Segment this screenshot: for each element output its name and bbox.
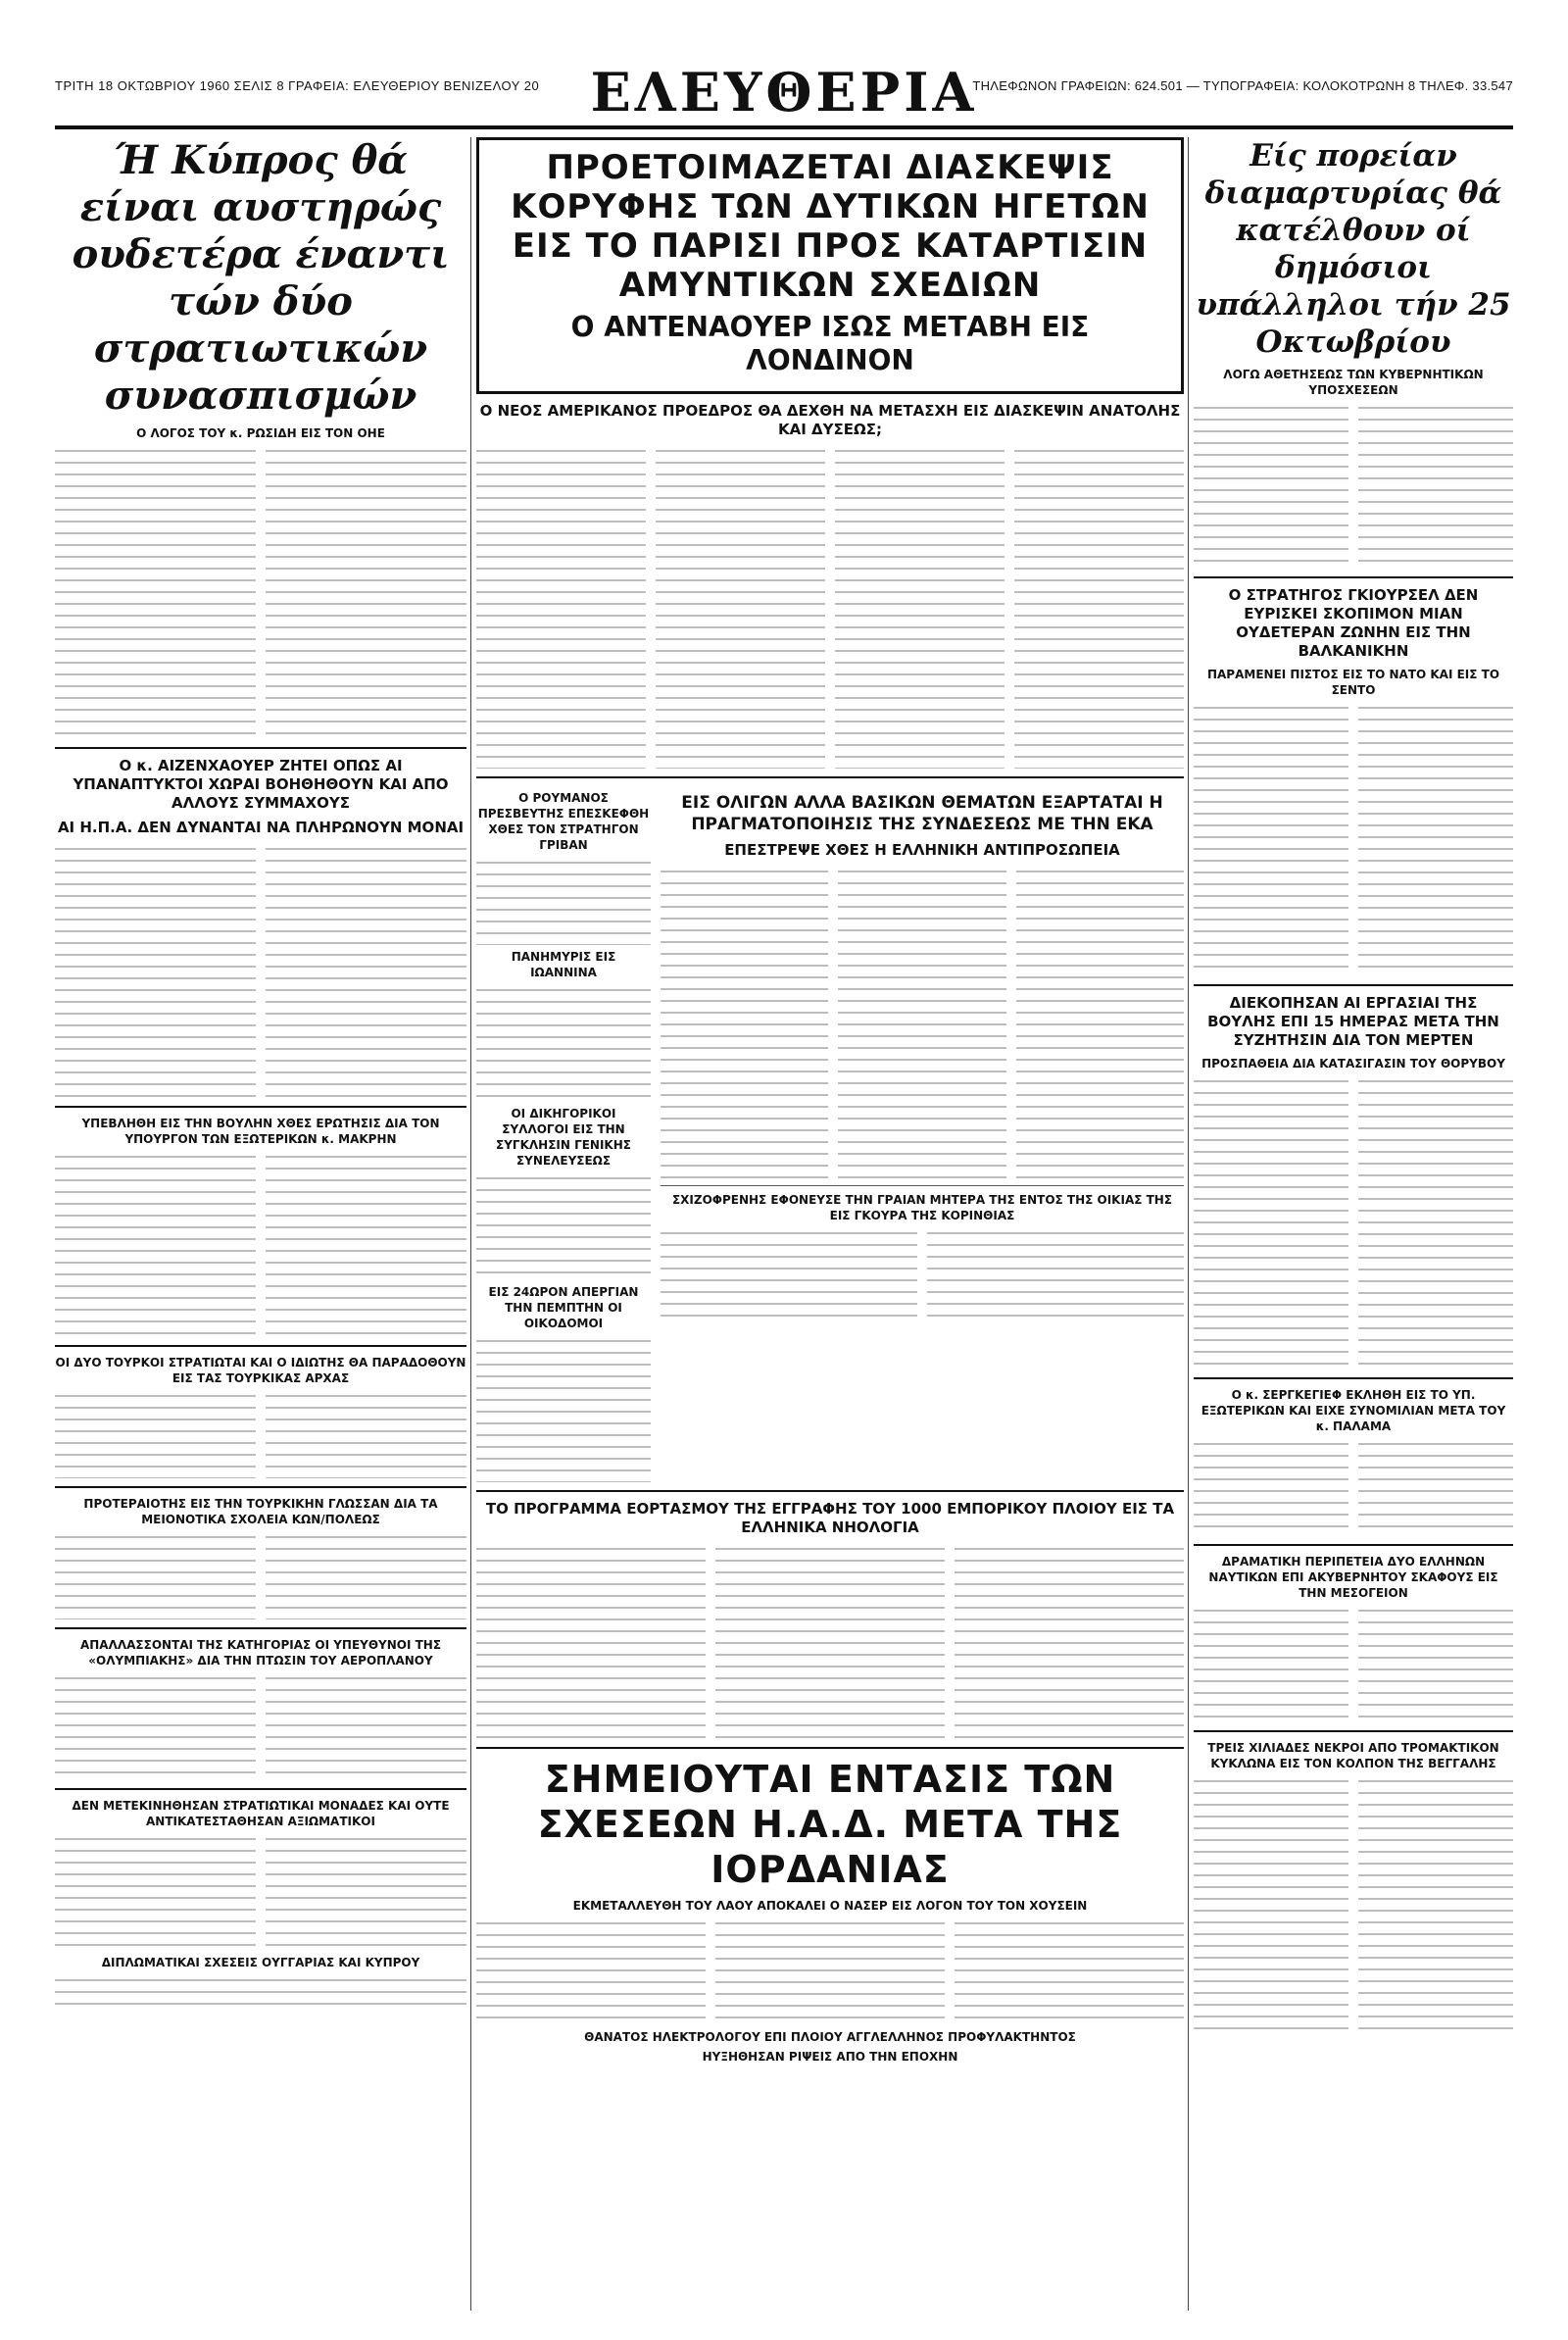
- article-body: [1358, 402, 1513, 569]
- column-divider: [1188, 137, 1189, 2311]
- article-body: [55, 1672, 256, 1780]
- subhead-new-president: Ο ΝΕΟΣ ΑΜΕΡΙΚΑΝΟΣ ΠΡΟΕΔΡΟΣ ΘΑ ΔΕΧΘΗ ΝΑ ΜΕΤΑΣΧΗ ΕΙΣ ΔΙΑΣΚΕΨΙΝ ΑΝΑΤΟΛΗΣ ΚΑΙ ΔΥΣΕΩΣ;: [479, 402, 1181, 438]
- article-body: [55, 1390, 256, 1478]
- article-body: [266, 843, 466, 1098]
- article-body: [476, 857, 651, 945]
- newspaper-header: [55, 14, 1513, 122]
- header-dateline: ΤΡΙΤΗ 18 ΟΚΤΩΒΡΙΟΥ 1960 ΣΕΛΙΣ 8 ΓΡΑΦΕΙΑ: ΕΛΕΥΘΕΡΙΟΥ ΒΕΝΙΖΕΛΟΥ 20: [55, 78, 540, 93]
- article-body: [1358, 702, 1513, 976]
- headline-sailors: ΔΡΑΜΑΤΙΚΗ ΠΕΡΙΠΕΤΕΙΑ ΔΥΟ ΕΛΛΗΝΩΝ ΝΑΥΤΙΚΩΝ ΕΠΙ ΑΚΥΒΕΡΝΗΤΟΥ ΣΚΑΦΟΥΣ ΕΙΣ ΤΗΝ ΜΕΣΟΓΕΙΟΝ: [1208, 1555, 1498, 1600]
- subhead-nato-cento: ΠΑΡΑΜΕΝΕΙ ΠΙΣΤΟΣ ΕΙΣ ΤΟ ΝΑΤΟ ΚΑΙ ΕΙΣ ΤΟ ΣΕΝΤΟ: [1206, 668, 1500, 697]
- article-body: [1358, 1075, 1513, 1369]
- article-body: [1194, 1775, 1348, 2030]
- article-body: [838, 866, 1005, 1179]
- headline-turkish-language: ΠΡΟΤΕΡΑΙΟΤΗΣ ΕΙΣ ΤΗΝ ΤΟΥΡΚΙΚΗΝ ΓΛΩΣΣΑΝ ΔΙΑ ΤΑ ΜΕΙΟΝΟΤΙΚΑ ΣΧΟΛΕΙΑ ΚΩΝ/ΠΟΛΕΩΣ: [83, 1497, 438, 1526]
- masthead-title: ΕΛΕΥΘΕΡΙΑ: [590, 61, 978, 124]
- headline-summit: ΠΡΟΕΤΟΙΜΑΖΕΤΑΙ ΔΙΑΣΚΕΨΙΣ ΚΟΡΥΦΗΣ ΤΩΝ ΔΥΤΙΚΩΝ ΗΓΕΤΩΝ ΕΙΣ ΤΟ ΠΑΡΙΣΙ ΠΡΟΣ ΚΑΤΑΡΤΙΣΙΝ ΑΜΥΝΤΙΚΩΝ ΣΧΕΔΙΩΝ: [511, 148, 1150, 305]
- article-body: [476, 1172, 651, 1280]
- article-body: [266, 1833, 466, 1951]
- headline-lawyers: ΟΙ ΔΙΚΗΓΟΡΙΚΟΙ ΣΥΛΛΟΓΟΙ ΕΙΣ ΤΗΝ ΣΥΓΚΛΗΣΙΝ ΓΕΝΙΚΗΣ ΣΥΝΕΛΕΥΣΕΩΣ: [496, 1107, 631, 1168]
- article-body: [661, 1227, 917, 1325]
- article-body: [476, 1917, 706, 2025]
- headline-military-units: ΔΕΝ ΜΕΤΕΚΙΝΗΘΗΣΑΝ ΣΤΡΑΤΙΩΤΙΚΑΙ ΜΟΝΑΔΕΣ ΚΑΙ ΟΥΤΕ ΑΝΤΙΚΑΤΕΣΤΑΘΗΣΑΝ ΑΞΙΩΜΑΤΙΚΟΙ: [72, 1799, 450, 1828]
- headline-schizophrenic: ΣΧΙΖΟΦΡΕΝΗΣ ΕΦΟΝΕΥΣΕ ΤΗΝ ΓΡΑΙΑΝ ΜΗΤΕΡΑ ΤΗΣ ΕΝΤΟΣ ΤΗΣ ΟΙΚΙΑΣ ΤΗΣ ΕΙΣ ΓΚΟΥΡΑ ΤΗΣ ΚΟΡΙΝΘΙΑΣ: [671, 1193, 1173, 1222]
- headline-turkish-soldiers: ΟΙ ΔΥΟ ΤΟΥΡΚΟΙ ΣΤΡΑΤΙΩΤΑΙ ΚΑΙ Ο ΙΔΙΩΤΗΣ ΘΑ ΠΑΡΑΔΟΘΟΥΝ ΕΙΣ ΤΑΣ ΤΟΥΡΚΙΚΑΣ ΑΡΧΑΣ: [55, 1356, 466, 1385]
- subhead-rossidis: Ο ΛΟΓΟΣ ΤΟΥ κ. ΡΩΣΙΔΗ ΕΙΣ ΤΟΝ ΟΗΕ: [136, 426, 385, 440]
- article-body: [476, 1335, 651, 1482]
- column-left: [55, 137, 466, 2311]
- article-body: [55, 445, 256, 739]
- article-body: [476, 445, 646, 769]
- subhead-nasser: ΕΚΜΕΤΑΛΛΕΥΘΗ ΤΟΥ ΛΑΟΥ ΑΠΟΚΑΛΕΙ Ο ΝΑΣΕΡ ΕΙΣ ΛΟΓΟΝ ΤΟΥ ΤΟΝ ΧΟΥΣΕΙΝ: [572, 1899, 1088, 1913]
- article-body: [661, 866, 828, 1179]
- article-body: [835, 445, 1004, 769]
- headline-parliament-suspended: ΔΙΕΚΟΠΗΣΑΝ ΑΙ ΕΡΓΑΣΙΑΙ ΤΗΣ ΒΟΥΛΗΣ ΕΠΙ 15 ΗΜΕΡΑΣ ΜΕΤΑ ΤΗΝ ΣΥΖΗΤΗΣΙΝ ΔΙΑ ΤΟΝ ΜΕΡΤΕΝ: [1207, 994, 1499, 1049]
- headline-sergeyev: Ο κ. ΣΕΡΓΚΕΓΙΕΦ ΕΚΛΗΘΗ ΕΙΣ ΤΟ ΥΠ. ΕΞΩΤΕΡΙΚΩΝ ΚΑΙ ΕΙΧΕ ΣΥΝΟΜΙΛΙΑΝ ΜΕΤΑ ΤΟΥ κ. ΠΑΛΑΜΑ: [1200, 1388, 1506, 1433]
- article-body: [1014, 445, 1184, 769]
- article-body: [476, 1543, 706, 1739]
- article-body: [55, 1833, 256, 1951]
- article-body: [476, 984, 651, 1102]
- headline-misc: ΗΥΞΗΘΗΣΑΝ ΡΙΨΕΙΣ ΑΠΟ ΤΗΝ ΕΠΟΧΗΝ: [702, 2050, 958, 2064]
- headline-gursel: Ο ΣΤΡΑΤΗΓΟΣ ΓΚΙΟΥΡΣΕΛ ΔΕΝ ΕΥΡΙΣΚΕΙ ΣΚΟΠΙΜΟΝ ΜΙΑΝ ΟΥΔΕΤΕΡΑΝ ΖΩΝΗΝ ΕΙΣ ΤΗΝ ΒΑΛΚΑΝΙΚΗΝ: [1228, 586, 1479, 660]
- headline-ioannina: ΠΑΝΗΜΥΡΙΣ ΕΙΣ ΙΩΑΝΝΙΝΑ: [511, 950, 616, 979]
- article-body: [1016, 866, 1184, 1179]
- headline-olympic: ΑΠΑΛΛΑΣΣΟΝΤΑΙ ΤΗΣ ΚΑΤΗΓΟΡΙΑΣ ΟΙ ΥΠΕΥΘΥΝΟΙ ΤΗΣ «ΟΛΥΜΠΙΑΚΗΣ» ΔΙΑ ΤΗΝ ΠΤΩΣΙΝ ΤΟΥ ΑΕΡΟΠΛΑΝΟΥ: [79, 1638, 442, 1668]
- headline-question-makris: ΥΠΕΒΛΗΘΗ ΕΙΣ ΤΗΝ ΒΟΥΛΗΝ ΧΘΕΣ ΕΡΩΤΗΣΙΣ ΔΙΑ ΤΟΝ ΥΠΟΥΡΓΟΝ ΤΩΝ ΕΞΩΤΕΡΙΚΩΝ κ. ΜΑΚΡΗΝ: [81, 1117, 440, 1146]
- article-body: [266, 1151, 466, 1337]
- article-body: [1358, 1605, 1513, 1722]
- article-body: [55, 843, 256, 1098]
- article-body: [266, 1672, 466, 1780]
- article-body: [1358, 1775, 1513, 2030]
- headline-cyclone: ΤΡΕΙΣ ΧΙΛΙΑΔΕΣ ΝΕΚΡΟΙ ΑΠΟ ΤΡΟΜΑΚΤΙΚΟΝ ΚΥΚΛΩΝΑ ΕΙΣ ΤΟΝ ΚΟΛΠΟΝ ΤΗΣ ΒΕΓΓΑΛΗΣ: [1207, 1741, 1499, 1770]
- subhead-adenauer: Ο ΑΝΤΕΝΑΟΥΕΡ ΙΣΩΣ ΜΕΤΑΒΗ ΕΙΣ ΛΟΝΔΙΝΟΝ: [570, 311, 1090, 376]
- column-center: [476, 137, 1184, 2311]
- article-body: [1194, 1605, 1348, 1722]
- article-body: [266, 1531, 466, 1619]
- subhead-delegation-return: ΕΠΕΣΤΡΕΨΕ ΧΘΕΣ Η ΕΛΛΗΝΙΚΗ ΑΝΤΙΠΡΟΣΩΠΕΙΑ: [724, 841, 1120, 859]
- article-body: [266, 1390, 466, 1478]
- subhead-government-promises: ΛΟΓΩ ΑΘΕΤΗΣΕΩΣ ΤΩΝ ΚΥΒΕΡΝΗΤΙΚΩΝ ΥΠΟΣΧΕΣΕΩΝ: [1223, 368, 1484, 397]
- headline-cyprus: Ή Κύπρος θά είναι αυστηρώς ουδετέρα έναντι τών δύο στρατιωτικών συνασπισμών: [72, 137, 450, 419]
- article-body: [955, 1917, 1184, 2025]
- article-body: [955, 1543, 1184, 1739]
- article-body: [1358, 1438, 1513, 1536]
- headline-1000th-ship: ΤΟ ΠΡΟΓΡΑΜΜΑ ΕΟΡΤΑΣΜΟΥ ΤΗΣ ΕΓΓΡΑΦΗΣ ΤΟΥ 1000 ΕΜΠΟΡΙΚΟΥ ΠΛΟΙΟΥ ΕΙΣ ΤΑ ΕΛΛΗΝΙΚΑ ΝΗΟΛΟΓΙΑ: [485, 1500, 1175, 1536]
- article-body: [656, 445, 825, 769]
- article-body: [266, 445, 466, 739]
- article-body: [715, 1543, 945, 1739]
- headline-romanian-ambassador: Ο ΡΟΥΜΑΝΟΣ ΠΡΕΣΒΕΥΤΗΣ ΕΠΕΣΚΕΦΘΗ ΧΘΕΣ ΤΟΝ ΣΤΡΑΤΗΓΟΝ ΓΡΙΒΑΝ: [477, 791, 650, 852]
- headline-eec: ΕΙΣ ΟΛΙΓΩΝ ΑΛΛΑ ΒΑΣΙΚΩΝ ΘΕΜΑΤΩΝ ΕΞΑΡΤΑΤΑΙ Η ΠΡΑΓΜΑΤΟΠΟΙΗΣΙΣ ΤΗΣ ΣΥΝΔΕΣΕΩΣ ΜΕ ΤΗΝ ΕΚΑ: [681, 793, 1163, 834]
- subhead-usa: ΑΙ Η.Π.Α. ΔΕΝ ΔΥΝΑΝΤΑΙ ΝΑ ΠΛΗΡΩΝΟΥΝ ΜΟΝΑΙ: [57, 819, 465, 836]
- article-body: [55, 1531, 256, 1619]
- subhead-uproar: ΠΡΟΣΠΑΘΕΙΑ ΔΙΑ ΚΑΤΑΣΙΓΑΣΙΝ ΤΟΥ ΘΟΡΥΒΟΥ: [1201, 1057, 1505, 1070]
- article-body: [1194, 1438, 1348, 1536]
- headline-eisenhower: Ο κ. ΑΙΖΕΝΧΑΟΥΕΡ ΖΗΤΕΙ ΟΠΩΣ ΑΙ ΥΠΑΝΑΠΤΥΚΤΟΙ ΧΩΡΑΙ ΒΟΗΘΗΘΟΥΝ ΚΑΙ ΑΠΟ ΑΛΛΟΥΣ ΣΥΜΜΑΧΟΥΣ: [73, 757, 449, 812]
- headline-civil-servants: Είς πορείαν διαμαρτυρίας θά κατέλθουν οί δημόσιοι υπάλληλοι τήν 25 Οκτωβρίου: [1196, 138, 1511, 360]
- headline-electrician-death: ΘΑΝΑΤΟΣ ΗΛΕΚΤΡΟΛΟΓΟΥ ΕΠΙ ΠΛΟΙΟΥ ΑΓΓΛΕΛΛΗΝΟΣ ΠΡΟΦΥΛΑΚΤΗΝΤΟΣ: [584, 2030, 1076, 2044]
- headline-builders-strike: ΕΙΣ 24ΩΡΟΝ ΑΠΕΡΓΙΑΝ ΤΗΝ ΠΕΜΠΤΗΝ ΟΙ ΟΙΚΟΔΟΜΟΙ: [488, 1285, 639, 1330]
- article-body: [1194, 1075, 1348, 1369]
- article-body: [927, 1227, 1184, 1325]
- column-right: [1194, 137, 1513, 2311]
- article-body: [1194, 402, 1348, 569]
- article-body: [55, 1151, 256, 1337]
- headline-uar-jordan: ΣΗΜΕΙΟΥΤΑΙ ΕΝΤΑΣΙΣ ΤΩΝ ΣΧΕΣΕΩΝ Η.Α.Δ. ΜΕΤΑ ΤΗΣ ΙΟΡΔΑΝΙΑΣ: [537, 1758, 1123, 1891]
- header-phones: ΤΗΛΕΦΩΝΟΝ ΓΡΑΦΕΙΩΝ: 624.501 — ΤΥΠΟΓΡΑΦΕΙΑ: ΚΟΛΟΚΟΤΡΩΝΗ 8 ΤΗΛΕΦ. 33.547: [972, 78, 1513, 93]
- article-body: [715, 1917, 945, 2025]
- lead-story-box: [476, 137, 1184, 394]
- article-body: [1194, 702, 1348, 976]
- article-body: [55, 1974, 466, 2014]
- column-divider: [470, 137, 471, 2311]
- header-rule: [55, 125, 1513, 129]
- headline-hungary-cyprus: ΔΙΠΛΩΜΑΤΙΚΑΙ ΣΧΕΣΕΙΣ ΟΥΓΓΑΡΙΑΣ ΚΑΙ ΚΥΠΡΟΥ: [101, 1956, 420, 1969]
